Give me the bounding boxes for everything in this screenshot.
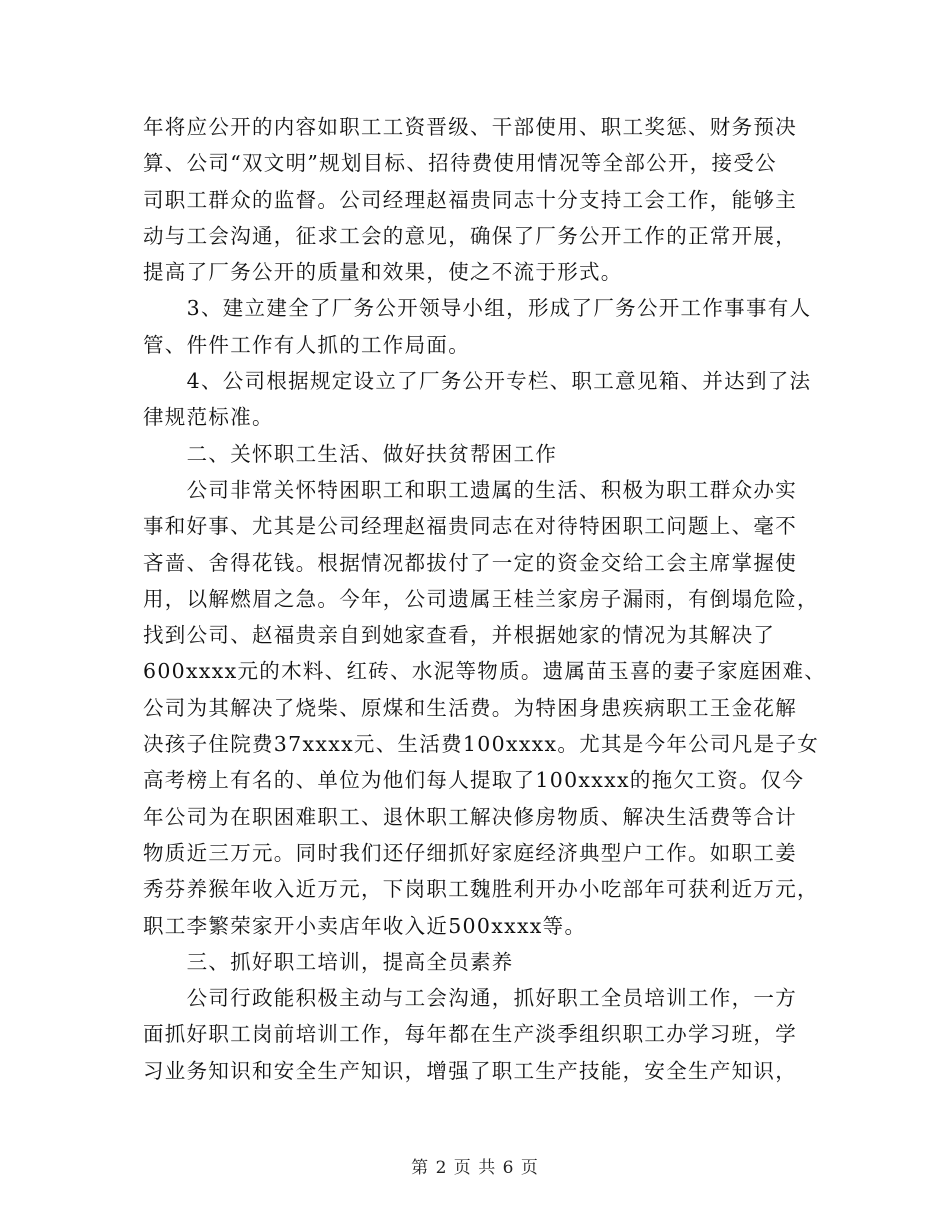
text-line: 面抓好职工岗前培训工作，每年都在生产淡季组织职工办学习班，学 [143, 1022, 797, 1047]
text-line: 律规范标准。 [143, 405, 274, 430]
text-line: 秀芬养猴年收入近万元，下岗职工魏胜利开办小吃部年可获利近万元， [143, 877, 819, 902]
text-line: 管、件件工作有人抓的工作局面。 [143, 332, 470, 357]
text-line: 年将应公开的内容如职工工资晋级、干部使用、职工奖惩、财务预决 [143, 115, 797, 139]
document-body [143, 109, 827, 1089]
section-heading: 二、关怀职工生活、做好扶贫帮困工作 [143, 441, 558, 466]
text-line: 吝啬、舍得花钱。根据情况都拔付了一定的资金交给工会主席掌握使 [143, 550, 797, 575]
section-heading: 三、抓好职工培训，提高全员素养 [143, 949, 514, 974]
text-line: 司职工群众的监督。公司经理赵福贵同志十分支持工会工作，能够主 [143, 187, 797, 212]
text-line: 职工李繁荣家开小卖店年收入近500xxxx等。 [143, 913, 587, 938]
text-line: 公司非常关怀特困职工和职工遗属的生活、积极为职工群众办实 [143, 477, 797, 502]
text-line: 习业务知识和安全生产知识，增强了职工生产技能，安全生产知识， [143, 1058, 797, 1083]
text-line: 算、公司“双文明”规划目标、招待费使用情况等全部公开，接受公 [143, 151, 777, 176]
text-line: 用，以解燃眉之急。今年，公司遗属王桂兰家房子漏雨，有倒塌危险， [143, 586, 819, 611]
text-line: 公司行政能积极主动与工会沟通，抓好职工全员培训工作，一方 [143, 986, 797, 1011]
text-line: 事和好事、尤其是公司经理赵福贵同志在对待特困职工问题上、毫不 [143, 514, 797, 539]
text-line: 提高了厂务公开的质量和效果，使之不流于形式。 [143, 260, 623, 285]
text-line: 600xxxx元的木料、红砖、水泥等物质。遗属苗玉喜的妻子家庭困难、 [143, 659, 827, 684]
text-line: 找到公司、赵福贵亲自到她家查看，并根据她家的情况为其解决了 [143, 623, 776, 648]
text-line: 物质近三万元。同时我们还仔细抓好家庭经济典型户工作。如职工姜 [143, 840, 797, 865]
text-line: 决孩子住院费37xxxx元、生活费100xxxx。尤其是今年公司凡是子女 [143, 732, 820, 757]
page-number-footer: 第 2 页 共 6 页 [411, 1158, 539, 1178]
text-line: 高考榜上有名的、单位为他们每人提取了100xxxx的拖欠工资。仅今 [143, 768, 805, 793]
text-line: 3、建立建全了厂务公开领导小组，形成了厂务公开工作事事有人 [143, 296, 812, 321]
text-line: 年公司为在职困难职工、退休职工解决修房物质、解决生活费等合计 [143, 804, 797, 829]
text-line: 4、公司根据规定设立了厂务公开专栏、职工意见箱、并达到了法 [143, 369, 812, 394]
text-line: 动与工会沟通，征求工会的意见，确保了厂务公开工作的正常开展， [143, 223, 797, 248]
text-line: 公司为其解决了烧柴、原煤和生活费。为特困身患疾病职工王金花解 [143, 695, 797, 720]
